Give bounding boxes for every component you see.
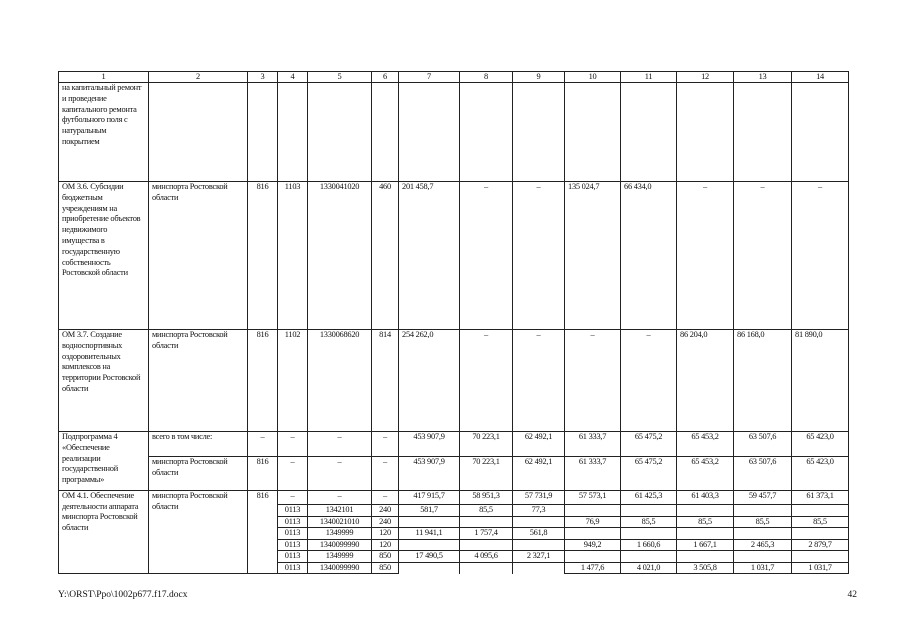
cell: [565, 551, 621, 563]
executor: минспорта Ростовской области: [149, 182, 248, 330]
cell: 81 890,0: [792, 330, 849, 432]
file-path: Y:\ORST\Ppo\1002p677.f17.docx: [58, 590, 188, 600]
cell: 1330041020: [308, 182, 372, 330]
cell: –: [460, 330, 513, 432]
cell: 120: [372, 539, 399, 551]
cell: –: [513, 330, 565, 432]
cell: 65 475,2: [621, 432, 677, 457]
cell: 0113: [278, 551, 308, 563]
cell: 201 458,7: [399, 182, 460, 330]
subprogram-name: Подпрограмма 4 «Обеспечение реализации государственной программы»: [59, 432, 149, 491]
table-row: [59, 83, 849, 182]
cell: [513, 516, 565, 528]
budget-table: [58, 71, 849, 574]
col-header: 6: [372, 72, 399, 83]
cell: –: [734, 182, 792, 330]
cell: 63 507,6: [734, 432, 792, 457]
cell: 62 492,1: [513, 432, 565, 457]
table-row: [59, 330, 849, 432]
cell: 65 475,2: [621, 457, 677, 491]
cell: 70 223,1: [460, 457, 513, 491]
cell: 2 465,3: [734, 539, 792, 551]
cell: –: [308, 491, 372, 505]
cell: 3 505,8: [677, 562, 734, 574]
cell: 17 490,5: [399, 551, 460, 563]
col-header: 3: [248, 72, 278, 83]
cell: 85,5: [621, 516, 677, 528]
cell: [399, 516, 460, 528]
cell: 850: [372, 551, 399, 563]
cell: 61 333,7: [565, 457, 621, 491]
cell: [621, 528, 677, 540]
cell: [460, 516, 513, 528]
cell: 240: [372, 516, 399, 528]
cell: 1330068620: [308, 330, 372, 432]
cell: 814: [372, 330, 399, 432]
table-row: [59, 457, 849, 491]
col-header: 8: [460, 72, 513, 83]
cell: 453 907,9: [399, 432, 460, 457]
cell: 1340021010: [308, 516, 372, 528]
cell: –: [278, 432, 308, 457]
cell: 1342101: [308, 505, 372, 517]
col-header: 13: [734, 72, 792, 83]
cell: –: [792, 182, 849, 330]
cell: 65 453,2: [677, 457, 734, 491]
cell: 120: [372, 528, 399, 540]
cell: 1102: [278, 330, 308, 432]
cell: 0113: [278, 528, 308, 540]
cell: 61 333,7: [565, 432, 621, 457]
cell: 85,5: [734, 516, 792, 528]
cell: 61 403,3: [677, 491, 734, 505]
page-number: 42: [847, 590, 857, 600]
table-row: [59, 432, 849, 457]
cell: 1 031,7: [734, 562, 792, 574]
cell: 816: [248, 491, 278, 574]
cell: 453 907,9: [399, 457, 460, 491]
cell: 76,9: [565, 516, 621, 528]
executor: минспорта Ростовской области: [149, 330, 248, 432]
cell: 1340099990: [308, 539, 372, 551]
cell: 1 660,6: [621, 539, 677, 551]
cell: 0113: [278, 516, 308, 528]
cell: 240: [372, 505, 399, 517]
cell: [621, 505, 677, 517]
cell: 581,7: [399, 505, 460, 517]
measure-name: ОМ 3.7. Создание водноспортивных оздоровительных комплексов на территории Ростовской области: [59, 330, 149, 432]
cell: 1349999: [308, 551, 372, 563]
cell: 949,2: [565, 539, 621, 551]
cell: 57 573,1: [565, 491, 621, 505]
cell: [565, 528, 621, 540]
cell: –: [460, 182, 513, 330]
cell: 561,8: [513, 528, 565, 540]
cell: 1340099990: [308, 562, 372, 574]
cell: –: [621, 330, 677, 432]
cell: –: [372, 491, 399, 505]
cell: 0113: [278, 539, 308, 551]
measure-name: ОМ 4.1. Обеспечение деятельности аппарата минспорта Ростовской области: [59, 491, 149, 574]
cell: [513, 539, 565, 551]
cell: 86 204,0: [677, 330, 734, 432]
cell: –: [308, 457, 372, 491]
cell: 4 021,0: [621, 562, 677, 574]
col-header: 7: [399, 72, 460, 83]
col-header: 12: [677, 72, 734, 83]
cell: 65 453,2: [677, 432, 734, 457]
cell: 61 373,1: [792, 491, 849, 505]
cell: [565, 505, 621, 517]
col-header: 1: [59, 72, 149, 83]
cell: 254 262,0: [399, 330, 460, 432]
cell: 66 434,0: [621, 182, 677, 330]
cell: [734, 551, 792, 563]
cell: 86 168,0: [734, 330, 792, 432]
cell: [677, 551, 734, 563]
cell: [677, 528, 734, 540]
cell: –: [513, 182, 565, 330]
cell: –: [248, 432, 278, 457]
cell: 1 757,4: [460, 528, 513, 540]
column-number-row: [59, 72, 849, 83]
measure-name: ОМ 3.6. Субсидии бюджетным учреждениям на приобретение объектов недвижимого имущества в государственную собственность Ростовской области: [59, 182, 149, 330]
cell: 65 423,0: [792, 432, 849, 457]
cell: [734, 528, 792, 540]
cell: 61 425,3: [621, 491, 677, 505]
executor: всего в том числе:: [149, 432, 248, 457]
col-header: 10: [565, 72, 621, 83]
table-row: [59, 182, 849, 330]
cell: 1 031,7: [792, 562, 849, 574]
cell: 77,3: [513, 505, 565, 517]
cell: 11 941,1: [399, 528, 460, 540]
cell: 1 477,6: [565, 562, 621, 574]
cell: 85,5: [677, 516, 734, 528]
cell: [677, 505, 734, 517]
cell: 135 024,7: [565, 182, 621, 330]
cell: –: [278, 491, 308, 505]
cell: 816: [248, 182, 278, 330]
cell: 85,5: [460, 505, 513, 517]
cell: [460, 562, 513, 574]
cell: [621, 551, 677, 563]
col-header: 11: [621, 72, 677, 83]
cell: 85,5: [792, 516, 849, 528]
cell: 816: [248, 457, 278, 491]
col-header: 2: [149, 72, 248, 83]
cell: [399, 539, 460, 551]
executor: минспорта Ростовской области: [149, 457, 248, 491]
cell: –: [308, 432, 372, 457]
cell: –: [372, 457, 399, 491]
cell: 65 423,0: [792, 457, 849, 491]
cell: 59 457,7: [734, 491, 792, 505]
col-header: 5: [308, 72, 372, 83]
cell: [460, 539, 513, 551]
cell: 4 095,6: [460, 551, 513, 563]
cell: 2 879,7: [792, 539, 849, 551]
cell: [513, 562, 565, 574]
cell: –: [677, 182, 734, 330]
cell: [399, 562, 460, 574]
measure-name: на капитальный ремонт и проведение капитального ремонта футбольного поля с натуральным покрытием: [59, 83, 149, 182]
col-header: 14: [792, 72, 849, 83]
table-row: [59, 491, 849, 505]
cell: [792, 551, 849, 563]
cell: [792, 528, 849, 540]
col-header: 4: [278, 72, 308, 83]
cell: 58 951,3: [460, 491, 513, 505]
cell: 1103: [278, 182, 308, 330]
cell: [792, 505, 849, 517]
cell: 1 667,1: [677, 539, 734, 551]
cell: 0113: [278, 505, 308, 517]
cell: [734, 505, 792, 517]
cell: 2 327,1: [513, 551, 565, 563]
cell: 417 915,7: [399, 491, 460, 505]
cell: 850: [372, 562, 399, 574]
cell: 0113: [278, 562, 308, 574]
cell: 1349999: [308, 528, 372, 540]
cell: –: [565, 330, 621, 432]
cell: 816: [248, 330, 278, 432]
col-header: 9: [513, 72, 565, 83]
executor: минспорта Ростовской области: [149, 491, 248, 574]
cell: 460: [372, 182, 399, 330]
cell: –: [372, 432, 399, 457]
cell: 62 492,1: [513, 457, 565, 491]
cell: 63 507,6: [734, 457, 792, 491]
cell: 70 223,1: [460, 432, 513, 457]
cell: 57 731,9: [513, 491, 565, 505]
cell: –: [278, 457, 308, 491]
